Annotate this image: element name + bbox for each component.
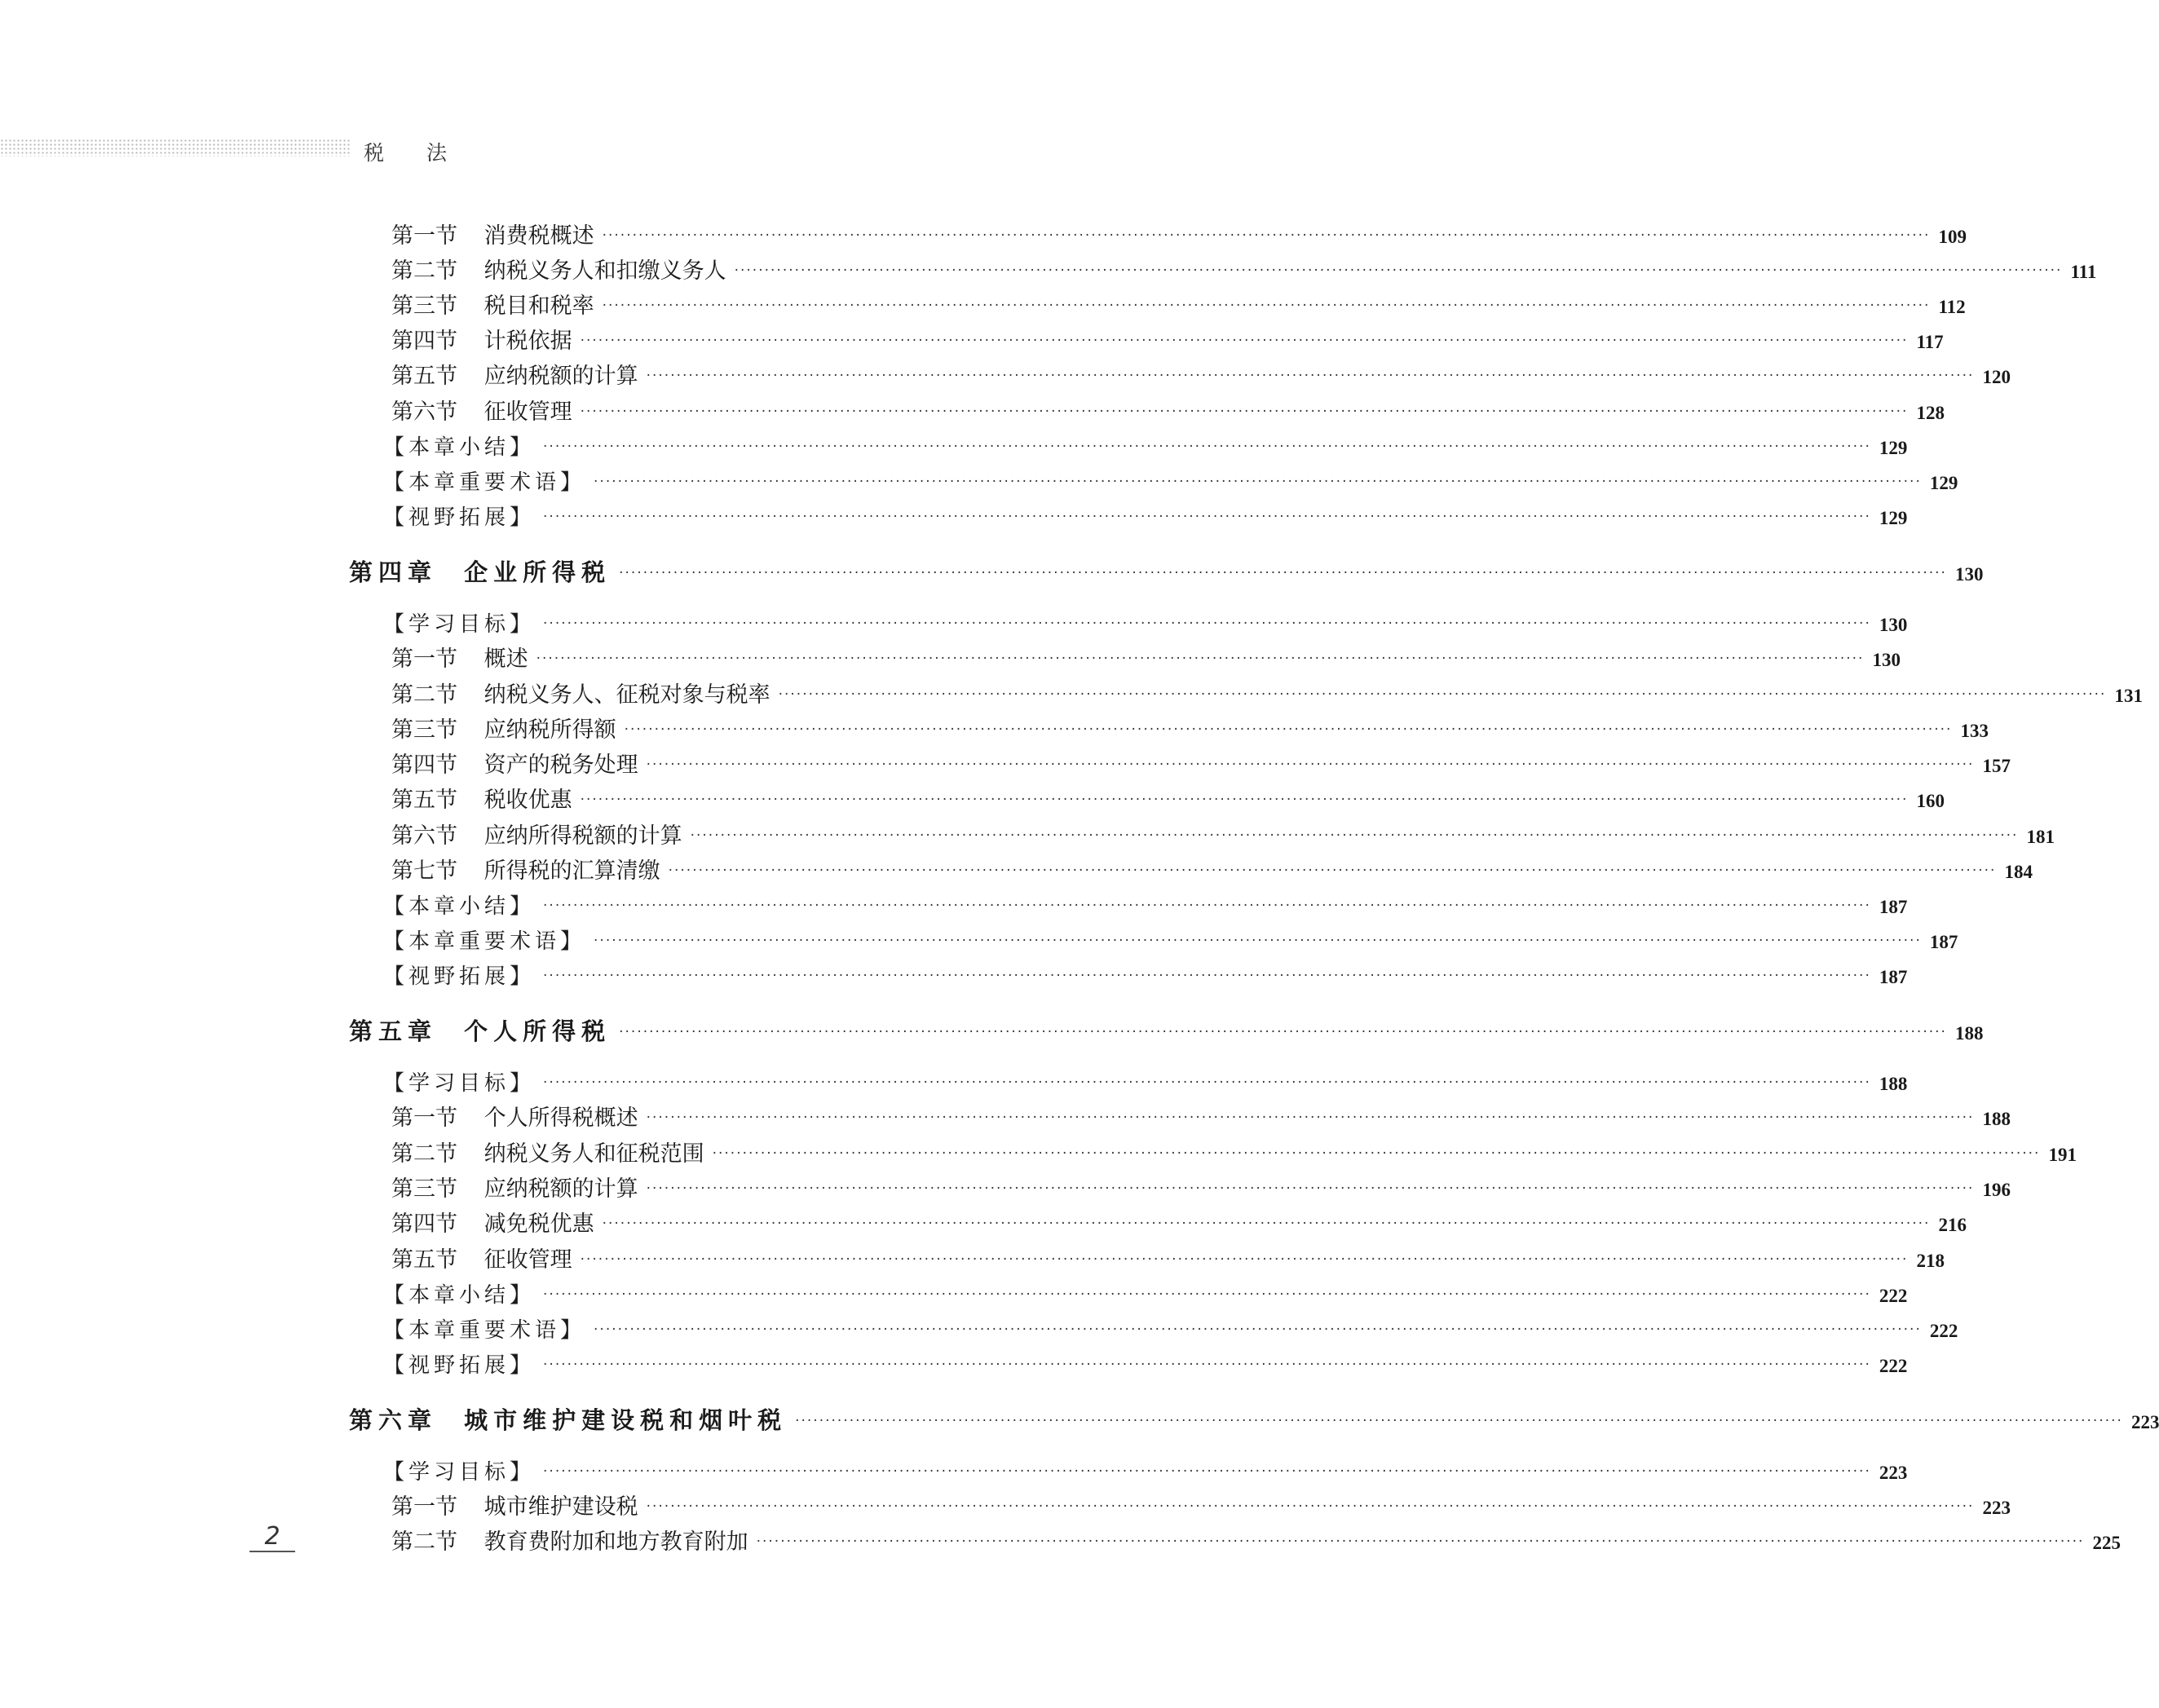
- toc-entry-label: 第六章 城市维护建设税和烟叶税: [349, 1406, 788, 1434]
- toc-entry-section: [391, 1208, 1967, 1241]
- running-header-title: 税 法: [364, 141, 465, 165]
- toc-entry-page-number: 222: [1879, 1286, 1908, 1306]
- toc-entry-label: 第六节 应纳所得税额的计算: [391, 823, 682, 849]
- toc-entry-bracket: [383, 1314, 1958, 1347]
- toc-entry-section: [391, 255, 2097, 288]
- toc-entry-bracket: [383, 1349, 1908, 1382]
- toc-leader-dots: ····························································································································································································································: [543, 1357, 1871, 1373]
- toc-entry-label: 第三节 税目和税率: [391, 293, 594, 319]
- toc-leader-dots: ····························································································································································································································: [602, 227, 1931, 244]
- toc-entry-label: 【本章小结】: [383, 435, 536, 460]
- toc-entry-page-number: 160: [1916, 791, 1945, 811]
- toc-leader-dots: ····························································································································································································································: [734, 263, 2063, 279]
- toc-entry-bracket: [383, 1067, 1908, 1100]
- toc-entry-section: [391, 749, 2011, 782]
- toc-entry-page-number: 120: [1982, 367, 2011, 387]
- toc-entry-page-number: 129: [1929, 473, 1958, 493]
- toc-entry-section: [391, 714, 1989, 747]
- toc-leader-dots: ····························································································································································································································: [602, 1216, 1931, 1232]
- toc-leader-dots: ····························································································································································································································: [580, 792, 1909, 808]
- toc-leader-dots: ····························································································································································································································: [795, 1413, 2123, 1429]
- toc-entry-label: 第二节 教育费附加和地方教育附加: [391, 1529, 748, 1555]
- toc-entry-page-number: 223: [1879, 1463, 1908, 1483]
- toc-entry-section: [391, 855, 2033, 888]
- toc-leader-dots: ····························································································································································································································: [580, 333, 1909, 349]
- toc-entry-page-number: 187: [1879, 967, 1908, 987]
- toc-entry-page-number: 225: [2092, 1533, 2121, 1553]
- toc-leader-dots: ····························································································································································································································: [619, 565, 1947, 581]
- toc-entry-page-number: 181: [2026, 827, 2055, 847]
- toc-entry-section: [391, 679, 2143, 712]
- toc-entry-label: 【本章重要术语】: [383, 929, 586, 954]
- toc-entry-bracket: [383, 501, 1908, 534]
- toc-entry-label: 第一节 概述: [391, 647, 528, 672]
- toc-leader-dots: ····························································································································································································································: [536, 651, 1865, 667]
- toc-entry-section: [391, 1102, 2011, 1135]
- toc-entry-label: 第七节 所得税的汇算清缴: [391, 858, 660, 884]
- toc-entry-label: 第五节 应纳税额的计算: [391, 364, 638, 389]
- toc-leader-dots: ····························································································································································································································: [646, 1110, 1975, 1126]
- toc-entry-label: 【视野拓展】: [383, 964, 536, 989]
- toc-entry-label: 【视野拓展】: [383, 1353, 536, 1378]
- toc-entry-label: 【本章小结】: [383, 1283, 536, 1308]
- toc-leader-dots: ····························································································································································································································: [756, 1534, 2085, 1550]
- toc-entry-page-number: 130: [1879, 615, 1908, 635]
- toc-entry-chapter: [349, 1404, 2159, 1437]
- toc-entry-page-number: 187: [1879, 897, 1908, 917]
- toc-entry-label: 【视野拓展】: [383, 505, 536, 530]
- toc-entry-chapter: [349, 1015, 1984, 1048]
- toc-entry-section: [391, 325, 1944, 358]
- toc-leader-dots: ····························································································································································································································: [543, 968, 1871, 984]
- toc-leader-dots: ····························································································································································································································: [543, 616, 1871, 632]
- toc-entry-chapter: [349, 556, 1984, 589]
- toc-entry-label: 【学习目标】: [383, 1460, 536, 1485]
- toc-entry-page-number: 222: [1929, 1321, 1958, 1341]
- toc-entry-page-number: 196: [1982, 1180, 2011, 1200]
- toc-entry-page-number: 112: [1938, 297, 1966, 317]
- toc-leader-dots: ····························································································································································································································: [646, 368, 1975, 384]
- toc-entry-page-number: 188: [1982, 1109, 2011, 1129]
- toc-leader-dots: ····························································································································································································································: [543, 509, 1871, 525]
- toc-leader-dots: ····························································································································································································································: [580, 1251, 1909, 1268]
- toc-entry-bracket: [383, 925, 1958, 958]
- toc-entry-section: [391, 1138, 2077, 1171]
- toc-entry-section: [391, 820, 2055, 853]
- toc-entry-label: 第四节 资产的税务处理: [391, 752, 638, 778]
- toc-entry-bracket: [383, 890, 1908, 923]
- toc-entry-label: 第五节 征收管理: [391, 1247, 572, 1273]
- toc-leader-dots: ····························································································································································································································: [646, 1181, 1975, 1197]
- toc-entry-section: [391, 784, 1945, 817]
- toc-entry-label: 第四节 减免税优惠: [391, 1211, 594, 1237]
- toc-leader-dots: ····························································································································································································································: [543, 1287, 1871, 1303]
- toc-entry-page-number: 222: [1879, 1356, 1908, 1376]
- toc-entry-page-number: 223: [1982, 1498, 2011, 1518]
- toc-entry-label: 第二节 纳税义务人和征税范围: [391, 1141, 704, 1167]
- toc-entry-section: [391, 1491, 2011, 1524]
- toc-entry-label: 第四节 计税依据: [391, 329, 572, 354]
- toc-entry-label: 第四章 企业所得税: [349, 558, 611, 586]
- toc-leader-dots: ····························································································································································································································: [594, 1322, 1922, 1338]
- toc-leader-dots: ····························································································································································································································: [778, 686, 2107, 703]
- toc-leader-dots: ····························································································································································································································: [602, 298, 1931, 314]
- toc-entry-label: 第五章 个人所得税: [349, 1017, 611, 1045]
- toc-entry-page-number: 131: [2114, 686, 2143, 706]
- toc-entry-section: [391, 290, 1966, 323]
- toc-entry-page-number: 184: [2004, 862, 2033, 882]
- toc-entry-page-number: 133: [1960, 721, 1989, 741]
- toc-entry-page-number: 223: [2130, 1412, 2159, 1432]
- toc-leader-dots: ····························································································································································································································: [668, 863, 1997, 879]
- toc-leader-dots: ····························································································································································································································: [646, 757, 1975, 773]
- toc-leader-dots: ····························································································································································································································: [580, 404, 1909, 420]
- toc-entry-label: 【学习目标】: [383, 1071, 536, 1096]
- toc-entry-bracket: [383, 431, 1908, 464]
- toc-leader-dots: ····························································································································································································································: [690, 828, 2019, 844]
- toc-entry-label: 第一节 个人所得税概述: [391, 1106, 638, 1131]
- toc-entry-section: [391, 1173, 2011, 1206]
- toc-entry-page-number: 129: [1879, 508, 1908, 528]
- toc-entry-page-number: 129: [1879, 438, 1908, 458]
- toc-leader-dots: ····························································································································································································································: [543, 439, 1871, 455]
- toc-leader-dots: ····························································································································································································································: [594, 474, 1922, 490]
- toc-entry-bracket: [383, 960, 1908, 993]
- toc-entry-page-number: 117: [1916, 332, 1944, 352]
- toc-entry-label: 【学习目标】: [383, 612, 536, 637]
- toc-entry-page-number: 191: [2048, 1145, 2077, 1165]
- toc-entry-section: [391, 643, 1901, 676]
- toc-leader-dots: ····························································································································································································································: [624, 722, 1953, 738]
- toc-entry-label: 第二节 纳税义务人、征税对象与税率: [391, 682, 770, 708]
- page-number: 2: [249, 1523, 295, 1552]
- toc-entry-label: 第三节 应纳税额的计算: [391, 1176, 638, 1202]
- toc-entry-page-number: 216: [1938, 1215, 1967, 1235]
- toc-entry-label: 第二节 纳税义务人和扣缴义务人: [391, 258, 726, 284]
- toc-entry-page-number: 130: [1872, 650, 1901, 670]
- toc-entry-label: 第一节 消费税概述: [391, 223, 594, 249]
- toc-entry-page-number: 128: [1916, 403, 1945, 423]
- toc-leader-dots: ····························································································································································································································: [543, 898, 1871, 914]
- toc-entry-page-number: 188: [1879, 1074, 1908, 1094]
- toc-entry-label: 第一节 城市维护建设税: [391, 1494, 638, 1520]
- toc-entry-page-number: 157: [1982, 756, 2011, 776]
- toc-entry-page-number: 188: [1954, 1023, 1984, 1044]
- toc-entry-bracket: [383, 1279, 1908, 1312]
- toc-entry-section: [391, 396, 1945, 429]
- toc-entry-section: [391, 1526, 2121, 1559]
- toc-leader-dots: ····························································································································································································································: [594, 933, 1922, 949]
- toc-entry-label: 第三节 应纳税所得额: [391, 717, 616, 743]
- toc-entry-label: 第五节 税收优惠: [391, 788, 572, 813]
- toc-entry-label: 【本章小结】: [383, 894, 536, 919]
- toc-leader-dots: ····························································································································································································································: [543, 1075, 1871, 1091]
- toc-entry-section: [391, 360, 2011, 393]
- toc-entry-bracket: [383, 608, 1908, 641]
- toc-entry-section: [391, 1244, 1945, 1277]
- toc-entry-page-number: 130: [1954, 564, 1984, 585]
- toc-entry-label: 【本章重要术语】: [383, 470, 586, 495]
- toc-entry-page-number: 187: [1929, 932, 1958, 952]
- toc-entry-section: [391, 220, 1967, 253]
- toc-entry-page-number: 111: [2070, 262, 2097, 282]
- toc-entry-page-number: 109: [1938, 227, 1967, 247]
- toc-leader-dots: ····························································································································································································································: [712, 1145, 2041, 1162]
- toc-entry-page-number: 218: [1916, 1251, 1945, 1271]
- toc-entry-label: 【本章重要术语】: [383, 1318, 586, 1343]
- toc-entry-bracket: [383, 1456, 1908, 1489]
- toc-leader-dots: ····························································································································································································································: [646, 1498, 1975, 1515]
- toc-entry-bracket: [383, 466, 1958, 499]
- toc-leader-dots: ····························································································································································································································: [543, 1463, 1871, 1480]
- toc-leader-dots: ····························································································································································································································: [619, 1024, 1947, 1040]
- toc-entry-label: 第六节 征收管理: [391, 399, 572, 425]
